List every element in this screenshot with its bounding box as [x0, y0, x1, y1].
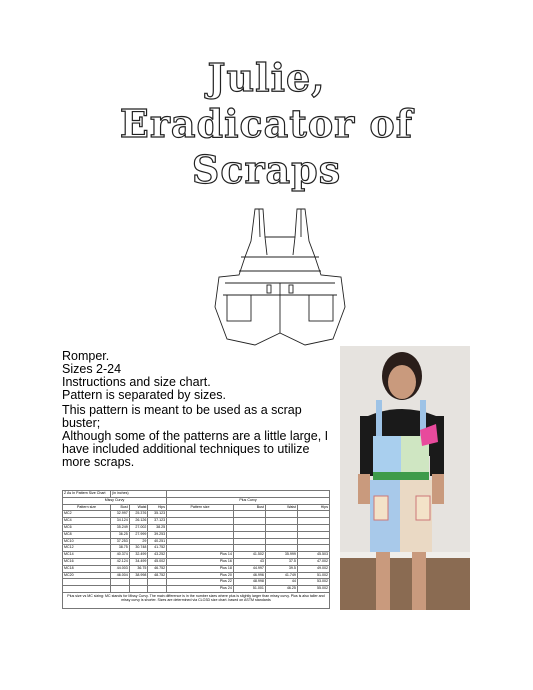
table-cell: 46.752	[148, 565, 167, 572]
plus-header: Plus Curvy	[167, 497, 330, 504]
table-cell: 39.5	[265, 565, 297, 572]
table-row	[63, 538, 330, 545]
table-cell	[297, 524, 329, 531]
table-cell: 40.251	[148, 538, 167, 545]
table-cell: 34.499	[129, 558, 148, 565]
col-header: Hips	[148, 504, 167, 511]
table-row	[63, 586, 330, 593]
table-cell	[297, 531, 329, 538]
desc-line: Sizes 2-24	[62, 362, 122, 376]
table-cell: MC2	[63, 511, 111, 518]
table-cell	[148, 579, 167, 586]
table-cell: 35.123	[148, 511, 167, 518]
table-cell: 35.999	[265, 552, 297, 559]
table-cell: 38.25	[148, 524, 167, 531]
table-cell	[111, 579, 130, 586]
table-cell: 53.002	[297, 579, 329, 586]
table-cell	[129, 586, 148, 593]
table-cell	[148, 586, 167, 593]
table-cell: 38.75	[111, 545, 130, 552]
table-cell: 34.124	[111, 518, 130, 525]
table-cell	[265, 531, 297, 538]
table-cell: MC4	[63, 518, 111, 525]
notes-line: This pattern is meant to be used as a scrap buster;	[62, 403, 302, 430]
table-cell	[297, 538, 329, 545]
table-cell	[63, 579, 111, 586]
table-cell: 35.249	[111, 524, 130, 531]
table-cell	[265, 524, 297, 531]
col-header: Bust	[111, 504, 130, 511]
notes-line: Although some of the patterns are a little large, I have included additional techniques to utilize more scraps.	[62, 429, 329, 469]
table-cell	[265, 518, 297, 525]
table-cell: 43	[233, 558, 265, 565]
table-row	[63, 552, 330, 559]
table-cell	[233, 531, 265, 538]
table-cell: 38.998	[129, 572, 148, 579]
table-cell: 48.998	[233, 579, 265, 586]
table-row	[63, 579, 330, 586]
table-cell: 37.123	[148, 518, 167, 525]
table-cell: MC8	[63, 531, 111, 538]
table-cell	[167, 524, 234, 531]
table-cell	[265, 511, 297, 518]
table-cell: 42.124	[111, 558, 130, 565]
table-cell: MC6	[63, 524, 111, 531]
title-line-3: Scraps	[191, 147, 342, 192]
table-cell	[167, 545, 234, 552]
size-chart-footnote: Plus size vs MC sizing: MC stands for Missy Curvy. The main difference is in the number sizes where plus is slightly larger than missy curvy. Plus is also taller and missy curvy is shorter. Sizes are determined via CLO3D size chart. based on ASTM standards	[62, 593, 330, 609]
table-cell: Plus 20	[167, 572, 234, 579]
table-cell: 46.25	[265, 586, 297, 593]
table-cell: 47.002	[297, 558, 329, 565]
table-row	[63, 511, 330, 518]
table-cell: 45.503	[297, 552, 329, 559]
table-cell: 37.253	[111, 538, 130, 545]
model-photo	[340, 346, 470, 610]
pattern-notes	[62, 404, 337, 469]
table-cell: 29	[129, 538, 148, 545]
title-line-2: Eradicator of	[119, 101, 414, 146]
pattern-description	[62, 350, 332, 402]
table-cell: 49.002	[297, 565, 329, 572]
table-cell	[233, 545, 265, 552]
table-cell: MC16	[63, 558, 111, 565]
col-header: Bust	[233, 504, 265, 511]
table-cell	[233, 524, 265, 531]
size-chart-title: Z As In Pattern Size Chart	[63, 491, 111, 498]
col-header: Pattern size	[63, 504, 111, 511]
col-header: Pattern size	[167, 504, 234, 511]
table-cell: MC12	[63, 545, 111, 552]
missy-header: Missy Curvy	[63, 497, 167, 504]
table-cell: 45.002	[148, 558, 167, 565]
table-cell: MC18	[63, 565, 111, 572]
table-cell: 32.499	[129, 552, 148, 559]
table-cell: Plus 18	[167, 565, 234, 572]
table-row	[63, 572, 330, 579]
table-cell	[167, 518, 234, 525]
table-cell	[233, 511, 265, 518]
table-cell: Plus 14	[167, 552, 234, 559]
table-cell: 26.126	[129, 518, 148, 525]
table-cell: MC10	[63, 538, 111, 545]
table-cell	[297, 518, 329, 525]
table-cell: 30.748	[129, 545, 148, 552]
table-cell	[297, 511, 329, 518]
table-cell: Plus 22	[167, 579, 234, 586]
col-header: Hips	[297, 504, 329, 511]
table-cell: 40.374	[111, 552, 130, 559]
table-cell	[265, 545, 297, 552]
table-cell: 39.253	[148, 531, 167, 538]
size-chart	[62, 490, 330, 612]
table-cell: MC20	[63, 572, 111, 579]
table-cell: 32.997	[111, 511, 130, 518]
table-cell: 37.5	[265, 558, 297, 565]
table-row	[63, 518, 330, 525]
table-row	[63, 531, 330, 538]
desc-line: Romper.	[62, 349, 110, 363]
table-cell	[233, 538, 265, 545]
table-cell: 41.752	[148, 545, 167, 552]
desc-line: Instructions and size chart.	[62, 375, 211, 389]
table-cell: 36.75	[129, 565, 148, 572]
table-cell	[265, 538, 297, 545]
table-row	[63, 558, 330, 565]
table-cell: 41.502	[233, 552, 265, 559]
table-cell: 36.25	[111, 531, 130, 538]
table-cell: 51.001	[233, 586, 265, 593]
table-row	[63, 524, 330, 531]
romper-technical-sketch	[205, 207, 355, 347]
table-cell	[167, 538, 234, 545]
table-cell: 44.997	[233, 565, 265, 572]
table-cell: 41.749	[265, 572, 297, 579]
table-cell	[167, 531, 234, 538]
col-header: Waist	[265, 504, 297, 511]
col-header: Waist	[129, 504, 148, 511]
table-cell	[167, 511, 234, 518]
table-cell: 44	[265, 579, 297, 586]
table-cell	[63, 586, 111, 593]
table-cell: 51.002	[297, 572, 329, 579]
table-cell: 46.996	[233, 572, 265, 579]
table-cell: 25.376	[129, 511, 148, 518]
desc-line: Pattern is separated by sizes.	[62, 388, 226, 402]
table-cell	[297, 545, 329, 552]
title-line-1: Julie,	[207, 55, 326, 100]
table-cell: 48.752	[148, 572, 167, 579]
table-row	[63, 565, 330, 572]
table-cell	[129, 579, 148, 586]
table-cell: 55.002	[297, 586, 329, 593]
table-cell: Plus 24	[167, 586, 234, 593]
table-cell: 44.003	[111, 565, 130, 572]
table-row	[63, 545, 330, 552]
table-cell: 27.002	[129, 524, 148, 531]
table-cell: 27.999	[129, 531, 148, 538]
table-cell	[111, 586, 130, 593]
table-cell: MC14	[63, 552, 111, 559]
size-chart-unit: (in inches)	[111, 491, 167, 498]
table-cell: 43.252	[148, 552, 167, 559]
table-cell: Plus 16	[167, 558, 234, 565]
table-cell: 46.004	[111, 572, 130, 579]
table-cell	[233, 518, 265, 525]
